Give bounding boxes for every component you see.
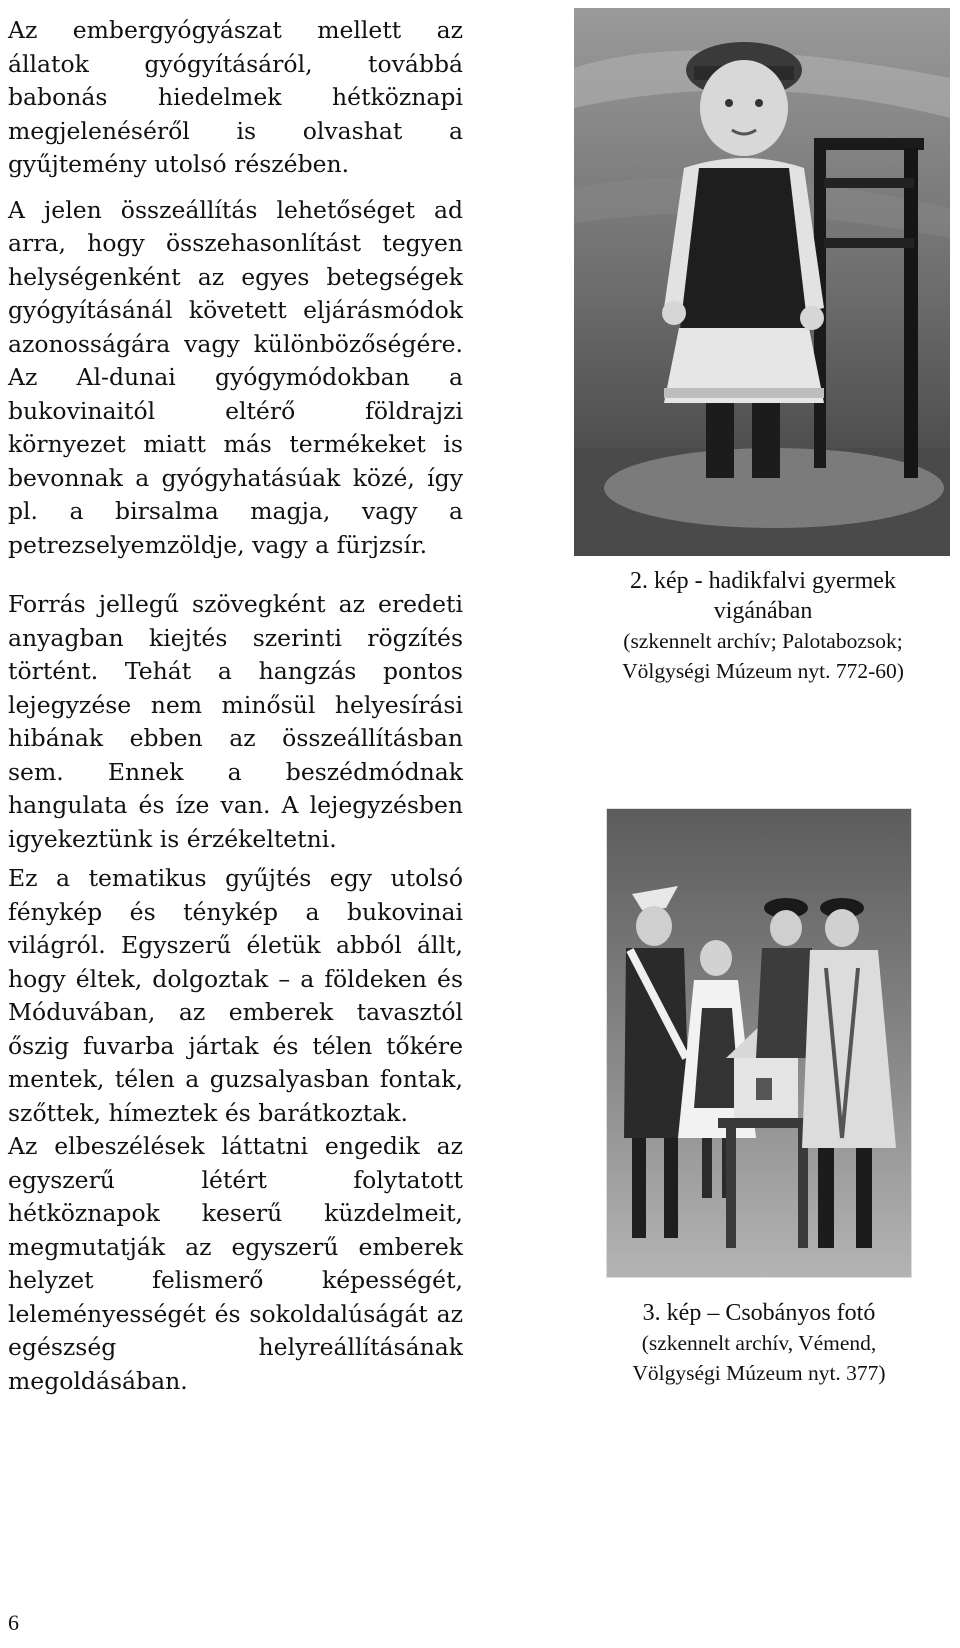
caption-2-title-line1: 2. kép - hadikfalvi gyermek (630, 568, 896, 594)
body-text-column (8, 14, 463, 1398)
caption-3-title: 3. kép – Csobányos fotó (642, 1300, 876, 1326)
page-number: 6 (8, 1610, 19, 1635)
photo-group-costume (606, 808, 912, 1278)
photo-child-vigana (574, 8, 950, 556)
paragraph-thematic: Ez a tematikus gyűjtés egy utolsó fénykép és ténykép a bukovinai világról. Egyszerű életük abból állt, hogy éltek, dolgoztak – a földeken és Móduvában, az emberek tavasztól őszig fuvarba jártak és télen tőkére mentek, télen a guzsalyasban fontak, szőttek, hímeztek és barátkoztak. (8, 864, 463, 1127)
photo-child-image (574, 8, 950, 556)
caption-3-source-line1: (szkennelt archív, Vémend, (641, 1331, 877, 1355)
caption-figure-3 (596, 1298, 922, 1388)
paragraph-intro: Az embergyógyászat mellett az állatok gyógyításáról, továbbá babonás hiedelmek hétköznapi megjelenéséről is olvashat a gyűjtemény utolsó részében. (8, 16, 463, 178)
caption-2-source-line1: (szkennelt archív; Palotabozsok; (623, 629, 903, 653)
paragraph-comparison: A jelen összeállítás lehetőséget ad arra, hogy összehasonlítást tegyen helységenként az egyes betegségek gyógyításánál követett eljárásmódok azonosságára vagy különbözőségére. Az Al-dunai gyógymódokban a bukovinaitól eltérő földrajzi környezet miatt más termékeket is bevonnak a gyógyhatásúak közé, így pl. a birsalma magja, vagy a petrezselyemzöldje, vagy a fürjzsír. (8, 195, 463, 559)
paragraph-stories: Az elbeszélések láttatni engedik az egyszerű létért folytatott hétköznapok keserű küzdelmeit, megmutatják az egyszerű emberek helyzet felismerő képességét, leleményességét és sokoldalúságát az egészség helyreállításának megoldásában. (8, 1132, 463, 1395)
caption-2-source-line2: Völgységi Múzeum nyt. 772-60) (622, 659, 904, 683)
caption-figure-2 (570, 566, 956, 686)
caption-2-title-line2: vigánában (713, 598, 813, 624)
paragraph-source-notes: Forrás jellegű szövegként az eredeti anyagban kiejtés szerinti rögzítés történt. Tehát a hangzás pontos lejegyzése nem minősül helyesírási hibának ebben az összeállításban sem. Ennek a beszédmódnak hangulata és íze van. A lejegyzésben igyekeztünk is érzékeltetni. (8, 590, 463, 853)
photo-group-image (606, 808, 912, 1278)
caption-3-source-line2: Völgységi Múzeum nyt. 377) (632, 1361, 886, 1385)
